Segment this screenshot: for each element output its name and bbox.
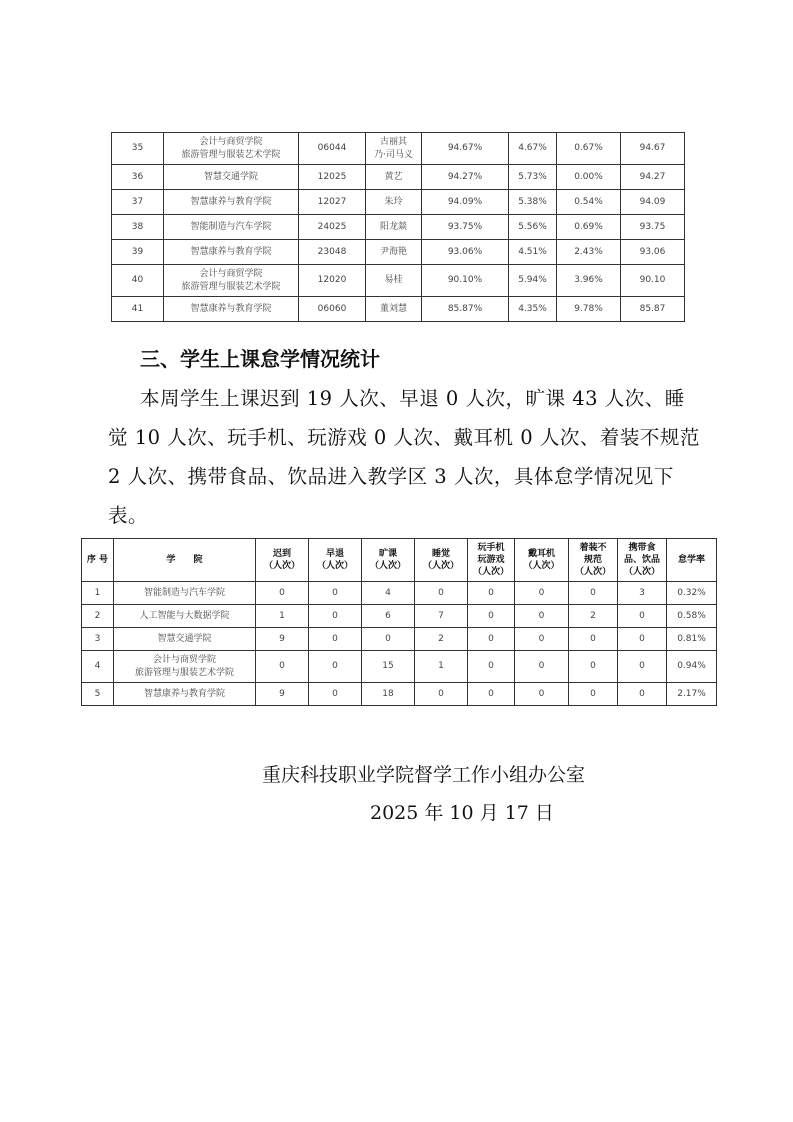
count: 0 [468, 683, 515, 706]
count: 0 [468, 651, 515, 683]
count: 0 [415, 582, 468, 605]
row-number: 4 [82, 651, 114, 683]
column-header-line: 品、饮品 [623, 555, 660, 565]
column-header-line: 睡觉 [431, 549, 450, 559]
value-b: 5.56% [509, 215, 557, 240]
table-row [112, 133, 685, 165]
count: 0 [515, 651, 569, 683]
column-header-line: （人次） [472, 567, 509, 577]
count: 7 [415, 605, 468, 628]
count: 0 [309, 628, 362, 651]
row-number: 5 [82, 683, 114, 706]
count: 0 [309, 605, 362, 628]
count: 0 [569, 582, 618, 605]
value-c: 0.67% [557, 133, 621, 165]
row-number: 40 [112, 265, 164, 297]
teacher-name-line: 阳龙燚 [379, 221, 407, 232]
college-line: 智慧交通学院 [157, 633, 212, 644]
row-number: 2 [82, 605, 114, 628]
count: 0 [468, 605, 515, 628]
college [114, 605, 256, 628]
rate: 0.94% [667, 651, 717, 683]
column-header-line: （人次） [623, 567, 660, 577]
teacher-name-line: 易桂 [384, 275, 403, 285]
teacher-name-line: 尹海艳 [379, 246, 407, 257]
value-b: 4.51% [509, 240, 557, 265]
table-row [112, 297, 685, 322]
column-header-line: 迟到 [272, 549, 291, 559]
row-number: 39 [112, 240, 164, 265]
teacher-name-line: 乃·司马义 [374, 149, 413, 160]
column-header [256, 539, 309, 582]
paragraph-line: 本周学生上课迟到 19 人次、早退 0 人次，旷课 43 人次、睡 [140, 387, 685, 410]
count: 0 [415, 683, 468, 706]
college [114, 683, 256, 706]
teacher-code: 12025 [299, 165, 366, 190]
signature-org: 重庆科技职业学院督学工作小组办公室 [262, 764, 586, 786]
teacher-name-line: 董刘慧 [379, 303, 407, 314]
count: 6 [362, 605, 415, 628]
college-line: 会计与商贸学院 [199, 136, 263, 147]
college [164, 165, 299, 190]
value-a: 93.06% [422, 240, 509, 265]
column-header [309, 539, 362, 582]
section-heading: 三、学生上课怠学情况统计 [140, 347, 380, 371]
column-header-line: 序 号 [86, 555, 109, 565]
column-header [362, 539, 415, 582]
teacher-code: 23048 [299, 240, 366, 265]
table-row [112, 265, 685, 297]
college [114, 582, 256, 605]
table-row [112, 190, 685, 215]
teacher-code: 12020 [299, 265, 366, 297]
column-header-line: 玩手机 [477, 543, 505, 553]
value-b: 4.35% [509, 297, 557, 322]
college [164, 265, 299, 297]
column-header [468, 539, 515, 582]
paragraph-line: 表。 [108, 504, 149, 527]
row-number: 36 [112, 165, 164, 190]
teacher-name [366, 133, 422, 165]
row-number: 1 [82, 582, 114, 605]
count: 0 [618, 628, 667, 651]
rate: 0.32% [667, 582, 717, 605]
teacher-code: 24025 [299, 215, 366, 240]
value-a: 93.75% [422, 215, 509, 240]
count: 0 [515, 582, 569, 605]
column-header [114, 539, 256, 582]
column-header-line: 早退 [325, 549, 344, 559]
count: 0 [468, 582, 515, 605]
column-header-line: （人次） [574, 567, 611, 577]
value-c: 0.69% [557, 215, 621, 240]
count: 9 [256, 683, 309, 706]
column-header-line: 怠学率 [677, 555, 705, 565]
column-header [667, 539, 717, 582]
ranking-table [111, 132, 685, 322]
count: 0 [256, 582, 309, 605]
count: 0 [618, 605, 667, 628]
count: 15 [362, 651, 415, 683]
college-line: 智能制造与汽车学院 [143, 587, 225, 598]
count: 0 [515, 605, 569, 628]
value-score: 90.10 [621, 265, 685, 297]
column-header-line: （人次） [316, 561, 353, 571]
college-line: 智慧康养与教育学院 [190, 303, 272, 314]
count: 0 [309, 582, 362, 605]
value-score: 93.06 [621, 240, 685, 265]
teacher-name [366, 265, 422, 297]
column-header [82, 539, 114, 582]
table-row [112, 240, 685, 265]
value-score: 93.75 [621, 215, 685, 240]
table-row [112, 165, 685, 190]
rate: 2.17% [667, 683, 717, 706]
value-score: 94.09 [621, 190, 685, 215]
count: 18 [362, 683, 415, 706]
stats-table [81, 538, 717, 706]
table-row [112, 215, 685, 240]
count: 0 [362, 628, 415, 651]
row-number: 3 [82, 628, 114, 651]
teacher-name-line: 古丽其 [379, 136, 407, 147]
value-score: 94.67 [621, 133, 685, 165]
count: 0 [569, 651, 618, 683]
table-row [82, 683, 717, 706]
teacher-name-line: 朱玲 [384, 196, 403, 207]
teacher-code: 06060 [299, 297, 366, 322]
teacher-name [366, 215, 422, 240]
college-line: 旅游管理与服装艺术学院 [181, 281, 281, 292]
column-header-line: 学 院 [166, 555, 203, 565]
college-line: 旅游管理与服装艺术学院 [181, 149, 281, 160]
teacher-name [366, 165, 422, 190]
column-header-line: 着装不 [579, 543, 607, 553]
rate: 0.81% [667, 628, 717, 651]
row-number: 38 [112, 215, 164, 240]
count: 2 [569, 605, 618, 628]
signature-date: 2025 年 10 月 17 日 [370, 802, 554, 824]
table-row [82, 651, 717, 683]
value-b: 5.94% [509, 265, 557, 297]
column-header-line: 旷课 [378, 549, 397, 559]
column-header-line: （人次） [369, 561, 406, 571]
row-number: 35 [112, 133, 164, 165]
table-row [82, 582, 717, 605]
value-score: 94.27 [621, 165, 685, 190]
count: 2 [415, 628, 468, 651]
college [164, 190, 299, 215]
value-a: 90.10% [422, 265, 509, 297]
count: 1 [256, 605, 309, 628]
paragraph-line: 觉 10 人次、玩手机、玩游戏 0 人次、戴耳机 0 人次、着装不规范 [108, 426, 700, 449]
value-a: 94.27% [422, 165, 509, 190]
value-b: 5.38% [509, 190, 557, 215]
count: 0 [515, 683, 569, 706]
value-c: 0.00% [557, 165, 621, 190]
value-a: 94.67% [422, 133, 509, 165]
count: 0 [256, 651, 309, 683]
table-row [82, 628, 717, 651]
column-header-line: 携带食 [628, 543, 656, 553]
value-c: 9.78% [557, 297, 621, 322]
college-line: 会计与商贸学院 [152, 654, 216, 665]
college-line: 智能制造与汽车学院 [190, 221, 272, 232]
count: 0 [515, 628, 569, 651]
college [164, 297, 299, 322]
row-number: 41 [112, 297, 164, 322]
table-row [82, 605, 717, 628]
teacher-name-line: 黄艺 [384, 171, 403, 182]
value-a: 85.87% [422, 297, 509, 322]
count: 0 [569, 628, 618, 651]
count: 9 [256, 628, 309, 651]
column-header-line: 规范 [583, 555, 602, 565]
count: 0 [618, 651, 667, 683]
column-header [515, 539, 569, 582]
count: 0 [618, 683, 667, 706]
count: 0 [468, 628, 515, 651]
count: 0 [569, 683, 618, 706]
college-line: 会计与商贸学院 [199, 268, 263, 279]
teacher-name [366, 297, 422, 322]
column-header [415, 539, 468, 582]
teacher-name [366, 240, 422, 265]
teacher-name [366, 190, 422, 215]
value-c: 2.43% [557, 240, 621, 265]
value-c: 3.96% [557, 265, 621, 297]
column-header-line: 玩游戏 [477, 555, 505, 565]
college [164, 240, 299, 265]
value-c: 0.54% [557, 190, 621, 215]
college [114, 651, 256, 683]
count: 0 [309, 651, 362, 683]
teacher-code: 12027 [299, 190, 366, 215]
row-number: 37 [112, 190, 164, 215]
column-header-line: 戴耳机 [527, 549, 555, 559]
college [114, 628, 256, 651]
value-b: 4.67% [509, 133, 557, 165]
rate: 0.58% [667, 605, 717, 628]
count: 4 [362, 582, 415, 605]
college-line: 智慧交通学院 [203, 171, 258, 182]
paragraph-line: 2 人次、携带食品、饮品进入教学区 3 人次，具体怠学情况见下 [108, 465, 674, 488]
college [164, 133, 299, 165]
college-line: 智慧康养与教育学院 [190, 246, 272, 257]
count: 3 [618, 582, 667, 605]
value-score: 85.87 [621, 297, 685, 322]
college-line: 智慧康养与教育学院 [190, 196, 272, 207]
column-header [569, 539, 618, 582]
column-header-line: （人次） [422, 561, 459, 571]
value-b: 5.73% [509, 165, 557, 190]
college-line: 智慧康养与教育学院 [143, 688, 225, 699]
count: 1 [415, 651, 468, 683]
college-line: 旅游管理与服装艺术学院 [134, 667, 234, 678]
column-header-line: （人次） [523, 561, 560, 571]
count: 0 [309, 683, 362, 706]
column-header-line: （人次） [263, 561, 300, 571]
teacher-code: 06044 [299, 133, 366, 165]
college-line: 人工智能与大数据学院 [139, 610, 230, 621]
college [164, 215, 299, 240]
value-a: 94.09% [422, 190, 509, 215]
column-header [618, 539, 667, 582]
